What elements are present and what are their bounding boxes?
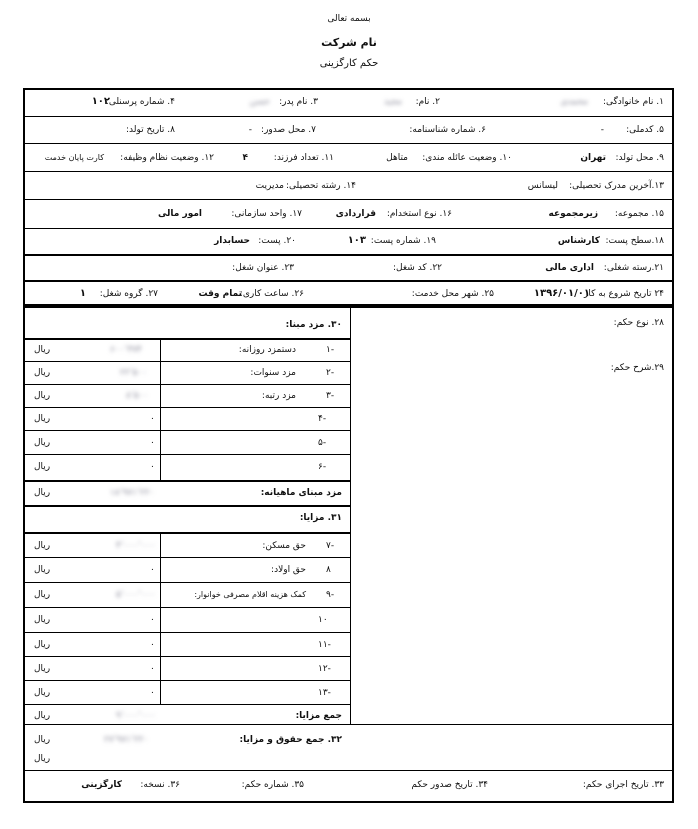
- group-value: زیرمجموعه: [548, 209, 598, 219]
- national-code-label: ۵. کدملی:: [626, 125, 664, 135]
- basmala: بسمه تعالی: [327, 14, 371, 24]
- decree-type-label: ۲۸. نوع حکم:: [613, 318, 664, 328]
- children-count-label: ۱۱. تعداد فرزند:: [273, 153, 334, 163]
- job-category-value: اداری مالی: [545, 263, 594, 273]
- military-status-label: ۱۲. وضعیت نظام وظیفه:: [120, 153, 214, 163]
- military-status-value: کارت پایان خدمت: [44, 153, 104, 162]
- field-of-study-label: ۱۴. رشته تحصیلی:: [285, 181, 356, 191]
- copy-value: کارگزینی: [81, 780, 122, 790]
- employment-type-label: ۱۶. نوع استخدام:: [386, 209, 452, 219]
- national-code-value: -: [600, 125, 604, 135]
- issue-date-label: ۳۴. تاریخ صدور حکم: [411, 780, 488, 790]
- personnel-number-label: ۴. شماره پرسنلی:: [105, 97, 175, 107]
- degree-value: لیسانس: [527, 181, 558, 191]
- org-unit-label: ۱۷. واحد سازمانی:: [231, 209, 302, 219]
- start-date-label: ۲۴ تاریخ شروع به کار: [584, 289, 664, 299]
- salary-section: [23, 306, 674, 803]
- post-level-value: کارشناس: [557, 236, 600, 246]
- field-of-study-value: مدیریت: [255, 181, 284, 191]
- post-number-label: ۱۹. شماره پست:: [370, 236, 436, 246]
- company-name: نام شرکت: [321, 36, 377, 49]
- post-label: ۲۰. پست:: [258, 236, 296, 246]
- copy-label: ۳۶. نسخه:: [140, 780, 180, 790]
- birth-city-value: تهران: [580, 153, 606, 163]
- issue-place-value: -: [248, 125, 252, 135]
- last-name-label: ۱. نام خانوادگی:: [602, 97, 664, 107]
- first-name-value: مجید: [383, 97, 402, 107]
- work-hours-value: تمام وقت: [198, 289, 242, 299]
- employment-type-value: قراردادی: [335, 209, 376, 219]
- post-value: حسابدار: [214, 236, 250, 246]
- org-unit-value: امور مالی: [157, 209, 202, 219]
- job-category-label: ۲۱.رسته شغلی:: [603, 263, 664, 273]
- personnel-number-value: ۱۰۲: [91, 96, 110, 107]
- birth-date-label: ۸. تاریخ تولد:: [126, 125, 175, 135]
- marital-status-value: متاهل: [386, 153, 408, 163]
- benefits-title: ۳۱. مزایا:: [299, 513, 342, 523]
- service-city-label: ۲۵. شهر محل خدمت:: [411, 289, 494, 299]
- decree-number-label: ۳۵. شماره حکم:: [241, 780, 304, 790]
- degree-label: ۱۳.آخرین مدرک تحصیلی:: [569, 181, 664, 191]
- father-name-label: ۳. نام پدر:: [279, 97, 318, 107]
- exec-date-label: ۳۳. تاریخ اجرای حکم:: [582, 780, 664, 790]
- children-count-value: ۴: [242, 153, 248, 163]
- info-table: [23, 88, 674, 306]
- id-number-label: ۶. شماره شناسنامه:: [409, 125, 486, 135]
- birth-city-label: ۹. محل تولد:: [615, 153, 664, 163]
- post-number-value: ۱۰۳: [347, 235, 366, 246]
- first-name-label: ۲. نام:: [415, 97, 440, 107]
- job-code-label: ۲۲. کد شغل:: [393, 263, 442, 273]
- last-name-value: محمدی: [560, 97, 588, 107]
- job-title-label: ۲۳. عنوان شغل:: [232, 263, 294, 273]
- job-grade-label: ۲۷. گروه شغل:: [99, 289, 158, 299]
- decree-desc-label: ۲۹.شرح حکم:: [610, 363, 664, 373]
- work-hours-label: ۲۶. ساعت کاری:: [239, 289, 304, 299]
- base-salary-title: ۳۰. مزد مبنا:: [285, 320, 342, 330]
- document-title: حکم کارگزینی: [319, 58, 379, 69]
- group-label: ۱۵. مجموعه:: [614, 209, 664, 219]
- post-level-label: ۱۸.سطح پست:: [605, 236, 664, 246]
- job-grade-value: ۱: [79, 288, 86, 299]
- father-name-value: حسن: [249, 97, 270, 107]
- issue-place-label: ۷. محل صدور:: [261, 125, 316, 135]
- start-date-value: ۱۳۹۶/۰۱/۰۱: [533, 288, 590, 299]
- marital-status-label: ۱۰. وضعیت عائله مندی:: [422, 153, 512, 163]
